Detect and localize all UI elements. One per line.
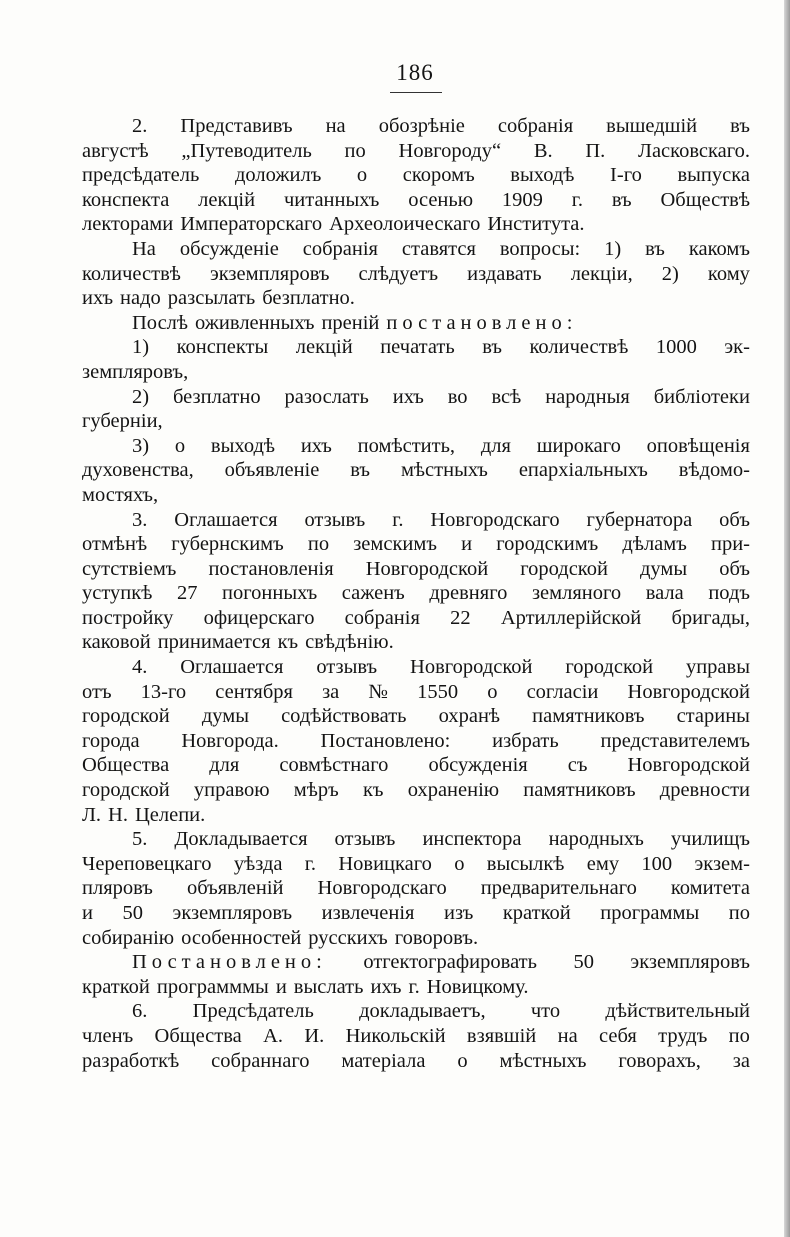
word: города xyxy=(82,729,140,752)
word: 3) xyxy=(132,434,150,457)
word: трудъ xyxy=(658,1024,708,1047)
word: 5. xyxy=(132,828,148,851)
word: 100 xyxy=(641,852,673,875)
word: городскимъ xyxy=(496,533,599,556)
word: о xyxy=(174,434,186,457)
word: Обществѣ xyxy=(660,188,750,211)
text-line xyxy=(82,999,750,1024)
text-line xyxy=(82,778,750,803)
word: На xyxy=(132,237,156,260)
word: Л. xyxy=(82,803,102,826)
word: Н. xyxy=(108,803,128,826)
word: ставятся xyxy=(401,237,476,260)
word: ихъ xyxy=(392,385,424,408)
text-line xyxy=(82,385,750,410)
word: мѣръ xyxy=(293,779,339,802)
word: мостяхъ, xyxy=(82,483,159,506)
text-line xyxy=(82,606,750,631)
word: себя xyxy=(599,1024,637,1047)
word: говоровъ. xyxy=(394,926,479,949)
word: Общества xyxy=(154,1024,242,1047)
text-line xyxy=(82,114,750,139)
word: программмы xyxy=(156,975,269,998)
word: помѣстить, xyxy=(357,434,456,457)
word: осенью xyxy=(408,188,474,211)
word: изъ xyxy=(443,902,474,924)
word: управы xyxy=(685,656,750,679)
word: экземпляровъ xyxy=(209,262,330,285)
word: издавать xyxy=(467,262,542,285)
word: и xyxy=(461,533,473,556)
text-line xyxy=(82,581,750,606)
word: обсужденіе xyxy=(179,237,279,260)
word: сентября xyxy=(215,680,293,703)
word: каковой xyxy=(82,631,151,654)
word: постановленія xyxy=(208,557,334,580)
text-line xyxy=(82,655,750,680)
word: количествѣ xyxy=(529,336,629,359)
word: разослать xyxy=(284,385,369,408)
word: ему xyxy=(586,852,620,875)
text-line xyxy=(82,876,750,901)
word: матеріала xyxy=(341,1049,426,1072)
word: Докладывается xyxy=(174,828,308,851)
word: земляного xyxy=(531,582,622,605)
text-line xyxy=(82,852,750,877)
word: читанныхъ xyxy=(283,188,380,211)
word: Новгородской xyxy=(410,656,533,679)
word: кому xyxy=(707,262,750,285)
word: русскихъ xyxy=(308,926,388,949)
text-line xyxy=(82,704,750,729)
word: преній xyxy=(321,311,380,334)
word: эк- xyxy=(724,336,750,359)
text-line xyxy=(82,212,750,237)
word: и xyxy=(275,975,287,998)
text-line xyxy=(82,360,750,385)
word: по xyxy=(307,533,330,556)
word: на xyxy=(557,1024,578,1047)
word: ихъ xyxy=(300,434,332,457)
word: обсужденія xyxy=(428,754,528,777)
word: Новгородской xyxy=(365,557,489,580)
text-line xyxy=(82,753,750,778)
word: охранѣ xyxy=(438,705,501,728)
text-line xyxy=(82,1024,750,1049)
word: о xyxy=(454,852,465,875)
word: Оглашается xyxy=(174,508,278,531)
word: доложилъ xyxy=(234,164,322,187)
word: Новгорода. xyxy=(181,729,279,752)
word: народныя xyxy=(545,385,630,408)
word: о xyxy=(356,164,368,187)
word: вопросы: xyxy=(499,237,581,260)
text-line xyxy=(82,163,750,188)
text-line xyxy=(82,950,750,975)
word: В. xyxy=(533,139,553,162)
word: городской xyxy=(520,557,608,580)
word: 50 xyxy=(122,902,144,924)
word: лекцій xyxy=(295,336,353,359)
word: предсѣдатель xyxy=(82,164,200,187)
word: съ xyxy=(567,754,588,777)
word: памятниковъ xyxy=(523,779,636,802)
word: постановлено: xyxy=(386,311,578,334)
word: какомъ xyxy=(688,237,750,260)
word: Послѣ xyxy=(132,311,189,334)
word: отзывъ xyxy=(334,828,396,851)
word: Новгородской xyxy=(627,754,750,777)
word: программы xyxy=(600,902,700,924)
word: разсылать xyxy=(167,287,256,310)
word: Череповецкаго xyxy=(82,852,212,875)
word: Общества xyxy=(82,754,170,777)
word: 2) xyxy=(132,385,150,408)
word: Новгородскаго xyxy=(430,508,560,531)
word: саженъ xyxy=(341,582,405,605)
word: 13-го xyxy=(140,680,187,703)
word: содѣйствовать xyxy=(281,705,407,728)
word: по xyxy=(344,139,366,162)
word: 4. xyxy=(132,656,148,679)
word: земскимъ xyxy=(353,533,437,556)
word: 27 xyxy=(176,582,198,605)
word: безплатно xyxy=(173,385,261,408)
text-line xyxy=(82,335,750,360)
word: Новгородской xyxy=(627,680,750,703)
word: Целепи. xyxy=(134,803,206,826)
word: Новгороду“ xyxy=(398,139,502,162)
text-line xyxy=(82,1049,750,1074)
word: вала xyxy=(645,582,684,605)
word: при- xyxy=(710,533,750,556)
text-line xyxy=(82,286,750,311)
word: лекцій xyxy=(198,188,256,211)
word: къ xyxy=(362,779,384,802)
word: въ xyxy=(350,459,371,482)
word: надо xyxy=(120,287,161,310)
word: вышедшій xyxy=(606,115,698,137)
word: собранія xyxy=(344,606,420,629)
word: инспектора xyxy=(422,828,522,851)
word: г. xyxy=(571,188,583,211)
word: слѣдуетъ xyxy=(358,262,439,285)
word: экзем- xyxy=(694,852,750,875)
word: И. xyxy=(304,1024,325,1047)
word: П. xyxy=(585,139,606,162)
word: безплатно. xyxy=(262,287,355,310)
word: выходѣ xyxy=(210,434,276,457)
word: отъ xyxy=(82,680,112,703)
word: о xyxy=(457,1049,468,1072)
word: дѣламъ xyxy=(622,533,687,556)
word: взявшій xyxy=(466,1024,537,1047)
word: древности xyxy=(659,779,750,802)
text-line xyxy=(82,975,750,1000)
word: погонныхъ xyxy=(222,582,318,605)
text-line xyxy=(82,926,750,951)
text-line xyxy=(82,680,750,705)
text-line xyxy=(82,458,750,483)
text-line xyxy=(82,803,750,828)
word: І-го xyxy=(610,164,642,187)
word: отмѣнѣ xyxy=(82,533,148,556)
text-line xyxy=(82,532,750,557)
page-edge-shadow xyxy=(784,0,790,1237)
word: избрать xyxy=(492,729,559,752)
word: Артиллерійской xyxy=(500,606,642,629)
word: широкаго xyxy=(536,434,621,457)
word: 1) xyxy=(132,336,150,359)
word: Новицкому. xyxy=(426,975,529,998)
word: предварительнаго xyxy=(480,877,637,900)
word: лекціи, xyxy=(570,262,633,285)
word: народныхъ xyxy=(548,828,644,851)
word: 2. xyxy=(132,115,148,137)
word: въ xyxy=(645,237,665,260)
word: пляровъ xyxy=(82,877,153,900)
text-line xyxy=(82,729,750,754)
word: экземпляровъ xyxy=(172,902,293,924)
word: за xyxy=(322,680,340,703)
text-line xyxy=(82,237,750,262)
word: скоромъ xyxy=(402,164,475,187)
word: конспекты xyxy=(176,336,269,359)
word: губернатора xyxy=(586,508,693,531)
word: бригады, xyxy=(671,606,750,629)
word: Оглашается xyxy=(180,656,284,679)
text-line xyxy=(82,508,750,533)
word: Императорскаго xyxy=(180,213,323,236)
word: Ласковскаго. xyxy=(638,139,750,162)
word: объ xyxy=(719,557,750,580)
word: Археолоическаго xyxy=(329,213,481,236)
text-line xyxy=(82,188,750,213)
word: г. xyxy=(392,508,404,531)
text-line xyxy=(82,901,750,926)
word: краткой xyxy=(82,975,150,998)
text-line xyxy=(82,311,750,336)
word: лекторами xyxy=(82,213,174,236)
word: для xyxy=(480,434,511,457)
word: совмѣстнаго xyxy=(279,754,389,777)
word: 1000 xyxy=(655,336,697,359)
word: охраненію xyxy=(407,779,500,802)
word: обозрѣніе xyxy=(378,115,465,137)
word: губернскимъ xyxy=(171,533,284,556)
word: во xyxy=(447,385,468,408)
word: въ xyxy=(482,336,502,359)
word: извлеченія xyxy=(321,902,415,924)
word: училищъ xyxy=(670,828,750,851)
word: оповѣщенія xyxy=(646,434,750,457)
word: ихъ xyxy=(82,287,114,310)
word: уѣзда xyxy=(233,852,283,875)
word: мѣстныхъ xyxy=(400,459,488,482)
text-line xyxy=(82,630,750,655)
word: особенностей xyxy=(181,926,302,949)
word: конспекта xyxy=(82,188,170,211)
text-line xyxy=(82,409,750,434)
word: отгектографировать xyxy=(363,951,537,974)
word: дѣйствительный xyxy=(605,1000,750,1023)
word: Предсѣдатель xyxy=(192,1000,314,1023)
word: памятниковъ xyxy=(532,705,645,728)
word: „Путеводитель xyxy=(181,139,312,162)
word: разработкѣ xyxy=(82,1049,180,1072)
word: выходѣ xyxy=(510,164,575,187)
page-number: 186 xyxy=(396,60,434,85)
word: уступкѣ xyxy=(82,582,153,605)
word: оживленныхъ xyxy=(195,311,315,334)
word: 3. xyxy=(132,508,148,531)
word: на xyxy=(325,115,346,137)
text-line xyxy=(82,139,750,164)
word: Института. xyxy=(487,213,585,236)
word: краткой xyxy=(502,902,571,924)
word: свѣдѣнію. xyxy=(305,631,394,654)
word: 1) xyxy=(604,237,622,260)
text-line xyxy=(82,434,750,459)
word: объявленіе xyxy=(224,459,320,482)
word: думы xyxy=(640,557,688,580)
word: г. xyxy=(408,975,420,998)
word: Новицкаго xyxy=(338,852,432,875)
word: Новгородскаго xyxy=(317,877,447,900)
word: Постановлено: xyxy=(132,951,327,974)
word: собраннаго xyxy=(211,1049,310,1072)
word: принимается xyxy=(157,631,271,654)
word: земпляровъ, xyxy=(82,360,189,383)
word: комитета xyxy=(670,877,750,900)
word: вѣдомо- xyxy=(678,459,750,482)
word: объ xyxy=(719,508,750,531)
word: говорахъ, xyxy=(618,1049,701,1072)
word: согласіи xyxy=(526,680,599,703)
word: городской xyxy=(82,779,170,802)
word: печатать xyxy=(380,336,455,359)
word: что xyxy=(530,1000,561,1023)
word: городской xyxy=(82,705,170,728)
word: 6. xyxy=(132,1000,148,1023)
word: высылкѣ xyxy=(486,852,565,875)
word: отзывъ xyxy=(316,656,378,679)
text-line xyxy=(82,827,750,852)
word: экземпляровъ xyxy=(630,951,750,974)
word: Представивъ xyxy=(180,115,293,137)
word: въ xyxy=(611,188,632,211)
word: А. xyxy=(263,1024,284,1047)
word: № xyxy=(368,680,388,703)
word: подъ xyxy=(708,582,750,605)
word: августѣ xyxy=(82,139,149,162)
word: за xyxy=(732,1049,750,1072)
word: о xyxy=(487,680,498,703)
word: духовенства, xyxy=(82,459,194,482)
page-number-underline xyxy=(390,92,442,93)
word: 22 xyxy=(450,606,471,629)
word: и xyxy=(82,902,93,924)
word: Постановлено: xyxy=(320,729,451,752)
text-line xyxy=(82,262,750,287)
word: объявленій xyxy=(186,877,284,900)
word: для xyxy=(209,754,240,777)
word: ихъ xyxy=(370,975,402,998)
word: докладываетъ, xyxy=(359,1000,486,1023)
word: выслать xyxy=(293,975,364,998)
word: выпуска xyxy=(677,164,750,187)
body-text xyxy=(82,114,750,1073)
word: управою xyxy=(193,779,270,802)
word: собиранію xyxy=(82,926,175,949)
word: по xyxy=(728,902,750,924)
word: 2) xyxy=(661,262,679,285)
word: городской xyxy=(565,656,654,679)
word: Никольскій xyxy=(345,1024,446,1047)
word: древняго xyxy=(429,582,508,605)
word: сутствіемъ xyxy=(82,557,177,580)
word: къ xyxy=(277,631,299,654)
word: членъ xyxy=(82,1024,134,1047)
word: собранія xyxy=(302,237,378,260)
word: губерніи, xyxy=(82,410,163,433)
word: офицерскаго xyxy=(203,606,315,629)
word: г. xyxy=(304,852,317,875)
word: 50 xyxy=(573,951,594,974)
word: 1550 xyxy=(417,680,459,703)
word: въ xyxy=(730,115,750,137)
word: постройку xyxy=(82,606,174,629)
text-line xyxy=(82,557,750,582)
word: 1909 xyxy=(501,188,543,211)
text-line xyxy=(82,483,750,508)
word: старины xyxy=(676,705,750,728)
word: думы xyxy=(201,705,249,728)
word: собранія xyxy=(497,115,574,137)
word: отзывъ xyxy=(304,508,366,531)
word: библіотеки xyxy=(653,385,750,408)
word: епархіальныхъ xyxy=(518,459,648,482)
word: мѣстныхъ xyxy=(499,1049,587,1072)
word: представителемъ xyxy=(600,729,750,752)
word: количествѣ xyxy=(82,262,181,285)
word: по xyxy=(728,1024,750,1047)
word: всѣ xyxy=(491,385,522,408)
